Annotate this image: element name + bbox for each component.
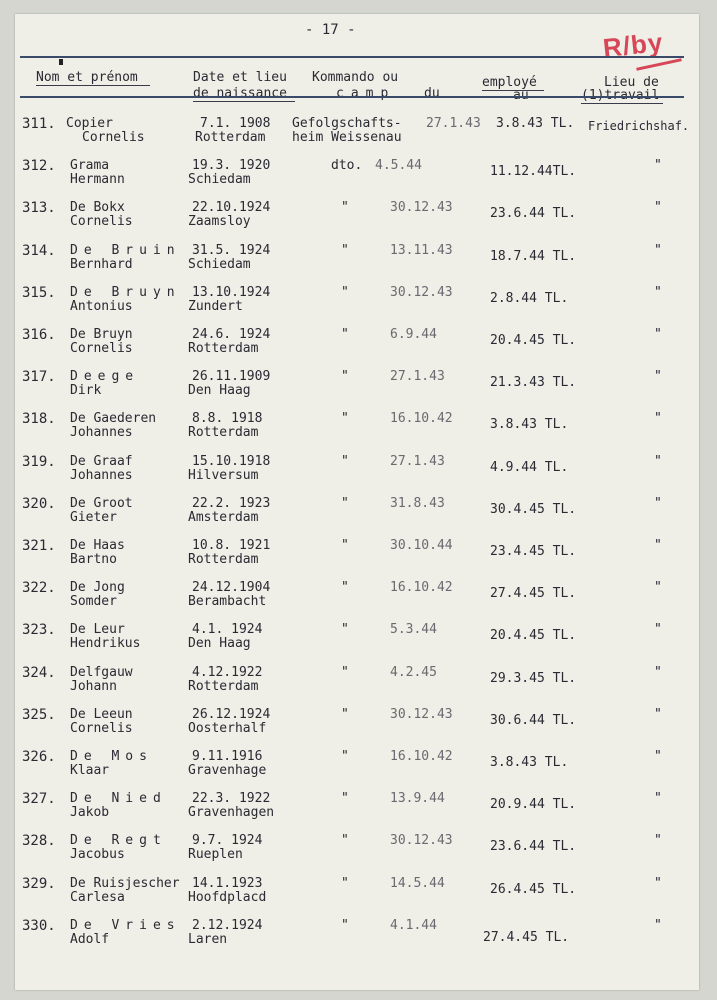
record-row [0, 708, 717, 750]
record-birth-date: 10.8. 1921 [192, 538, 271, 553]
record-last-name: De Bruin [70, 243, 181, 258]
record-from-date: 6.9.44 [390, 327, 437, 342]
record-camp: " [341, 369, 349, 384]
record-from-date: 31.8.43 [390, 496, 445, 511]
record-last-name: De Bruyn [70, 327, 133, 342]
record-from-date: 16.10.42 [390, 749, 453, 764]
header-date-line2: de naissance [193, 86, 287, 101]
record-last-name: De Bruyn [70, 285, 181, 300]
record-row [0, 877, 717, 919]
record-row [0, 581, 717, 623]
record-workplace: " [654, 327, 662, 342]
record-row [0, 370, 717, 412]
record-workplace: " [654, 749, 662, 764]
record-last-name: De Regt [70, 833, 167, 848]
record-last-name: De Leur [70, 622, 125, 637]
record-workplace: " [654, 622, 662, 637]
record-to-date: 23.6.44 TL. [490, 206, 577, 221]
record-to-date: 2.8.44 TL. [490, 291, 569, 306]
record-birth-place: Schiedam [188, 172, 251, 187]
record-from-date: 14.5.44 [390, 876, 445, 891]
record-from-date: 30.12.43 [390, 200, 453, 215]
record-workplace: " [654, 580, 662, 595]
record-birth-date: 7.1. 1908 [200, 116, 271, 131]
record-workplace: " [654, 707, 662, 722]
record-row [0, 750, 717, 792]
record-birth-place: Rotterdam [188, 425, 259, 440]
record-workplace: " [654, 833, 662, 848]
record-number: 325. [22, 707, 56, 723]
record-workplace: " [654, 285, 662, 300]
header-employe: employé [482, 75, 537, 90]
record-birth-place: Rotterdam [188, 679, 259, 694]
record-first-name: Bartno [70, 552, 117, 567]
record-to-date: 20.9.44 TL. [490, 797, 577, 812]
record-first-name: Hermann [70, 172, 125, 187]
record-to-date: 30.6.44 TL. [490, 713, 577, 728]
record-last-name: Grama [70, 158, 110, 173]
record-first-name: Cornelis [82, 130, 145, 145]
record-row [0, 117, 717, 159]
record-to-date: 27.4.45 TL. [490, 586, 577, 601]
record-number: 322. [22, 580, 56, 596]
record-last-name: De Gaederen [70, 411, 157, 426]
record-number: 323. [22, 622, 56, 638]
record-last-name: De Groot [70, 496, 133, 511]
record-birth-place: Amsterdam [188, 510, 259, 525]
header-au: au [513, 88, 529, 103]
record-birth-place: Oosterhalf [188, 721, 267, 736]
record-to-date: 27.4.45 TL. [483, 930, 570, 945]
record-number: 324. [22, 665, 56, 681]
record-camp: Gefolgschafts- [292, 116, 402, 131]
record-last-name: De Ruisjescher [70, 876, 180, 891]
record-first-name: Carlesa [70, 890, 125, 905]
record-last-name: De Mos [70, 749, 153, 764]
header-date-line1: Date et lieu [193, 70, 287, 85]
record-from-date: 13.11.43 [390, 243, 453, 258]
record-from-date: 4.1.44 [390, 918, 437, 933]
record-to-date: 29.3.45 TL. [490, 671, 577, 686]
record-from-date: 30.10.44 [390, 538, 453, 553]
record-birth-date: 9.11.1916 [192, 749, 263, 764]
header-lieu-underline [581, 103, 663, 104]
record-from-date: 4.5.44 [375, 158, 422, 173]
record-row [0, 455, 717, 497]
record-first-name: Johannes [70, 468, 133, 483]
header-lieu-line1: Lieu de [604, 75, 659, 90]
record-birth-place: Laren [188, 932, 228, 947]
record-number: 317. [22, 369, 56, 385]
header-lieu-line2: (1)travail [581, 88, 660, 103]
record-last-name: Delfgauw [70, 665, 133, 680]
record-number: 328. [22, 833, 56, 849]
record-first-name: Johann [70, 679, 117, 694]
record-workplace: " [654, 454, 662, 469]
record-row [0, 412, 717, 454]
record-birth-place: Zundert [188, 299, 243, 314]
record-last-name: De Nied [70, 791, 167, 806]
record-workplace: " [654, 538, 662, 553]
record-first-name: Johannes [70, 425, 133, 440]
record-to-date: 3.8.43 TL. [496, 116, 575, 131]
record-number: 319. [22, 454, 56, 470]
record-birth-date: 31.5. 1924 [192, 243, 271, 258]
record-first-name: Bernhard [70, 257, 133, 272]
record-camp: dto. [331, 158, 363, 173]
record-first-name: Cornelis [70, 721, 133, 736]
record-row [0, 792, 717, 834]
record-number: 313. [22, 200, 56, 216]
record-first-name: Cornelis [70, 341, 133, 356]
record-birth-date: 14.1.1923 [192, 876, 263, 891]
record-row [0, 201, 717, 243]
header-kommando: Kommando ou [312, 70, 399, 85]
record-birth-place: Rotterdam [195, 130, 266, 145]
record-birth-date: 15.10.1918 [192, 454, 271, 469]
record-number: 312. [22, 158, 56, 174]
record-to-date: 26.4.45 TL. [490, 882, 577, 897]
record-from-date: 5.3.44 [390, 622, 437, 637]
header-name-underline [36, 85, 150, 86]
record-birth-date: 24.6. 1924 [192, 327, 271, 342]
record-camp: " [341, 918, 349, 933]
record-birth-place: Rotterdam [188, 552, 259, 567]
record-first-name: Dirk [70, 383, 102, 398]
record-from-date: 4.2.45 [390, 665, 437, 680]
record-to-date: 23.6.44 TL. [490, 839, 577, 854]
record-row [0, 623, 717, 665]
record-number: 327. [22, 791, 56, 807]
record-camp: " [341, 243, 349, 258]
header-camp: camp [336, 86, 396, 101]
record-from-date: 30.12.43 [390, 285, 453, 300]
record-from-date: 16.10.42 [390, 411, 453, 426]
record-to-date: 11.12.44TL. [490, 164, 577, 179]
record-workplace: " [654, 791, 662, 806]
record-birth-place: Hoofdplacd [188, 890, 267, 905]
record-camp: " [341, 707, 349, 722]
record-camp: " [341, 791, 349, 806]
record-workplace: " [654, 200, 662, 215]
record-first-name: Cornelis [70, 214, 133, 229]
record-birth-place: Gravenhagen [188, 805, 275, 820]
record-from-date: 27.1.43 [426, 116, 481, 131]
record-camp-line2: heim Weissenau [292, 130, 402, 145]
record-workplace: " [654, 158, 662, 173]
record-number: 314. [22, 243, 56, 259]
record-from-date: 27.1.43 [390, 454, 445, 469]
record-row [0, 919, 717, 961]
record-camp: " [341, 454, 349, 469]
record-birth-place: Gravenhage [188, 763, 267, 778]
record-birth-date: 19.3. 1920 [192, 158, 271, 173]
record-row [0, 666, 717, 708]
record-birth-place: Hilversum [188, 468, 259, 483]
record-first-name: Somder [70, 594, 117, 609]
record-to-date: 3.8.43 TL. [490, 417, 569, 432]
record-camp: " [341, 580, 349, 595]
record-birth-date: 26.11.1909 [192, 369, 271, 384]
record-workplace: " [654, 918, 662, 933]
record-workplace: Friedrichshaf. [588, 119, 690, 133]
record-row [0, 328, 717, 370]
record-birth-date: 8.8. 1918 [192, 411, 263, 426]
record-last-name: De Jong [70, 580, 125, 595]
record-first-name: Antonius [70, 299, 133, 314]
record-number: 311. [22, 116, 56, 132]
record-birth-date: 9.7. 1924 [192, 833, 263, 848]
record-row [0, 497, 717, 539]
record-workplace: " [654, 665, 662, 680]
record-birth-place: Rotterdam [188, 341, 259, 356]
record-birth-date: 24.12.1904 [192, 580, 271, 595]
record-number: 329. [22, 876, 56, 892]
record-birth-date: 13.10.1924 [192, 285, 271, 300]
record-to-date: 30.4.45 TL. [490, 502, 577, 517]
record-first-name: Jacobus [70, 847, 125, 862]
record-birth-place: Den Haag [188, 636, 251, 651]
record-birth-date: 4.12.1922 [192, 665, 263, 680]
record-number: 320. [22, 496, 56, 512]
record-camp: " [341, 665, 349, 680]
ink-mark [59, 59, 63, 65]
header-top-rule [20, 56, 684, 58]
record-birth-place: Rueplen [188, 847, 243, 862]
record-last-name: De Vries [70, 918, 181, 933]
record-last-name: De Graaf [70, 454, 133, 469]
record-row [0, 286, 717, 328]
record-last-name: Deege [70, 369, 140, 384]
header-bottom-rule [20, 96, 684, 98]
stamp-initials: R/by [601, 26, 665, 64]
record-camp: " [341, 833, 349, 848]
record-camp: " [341, 200, 349, 215]
record-first-name: Adolf [70, 932, 110, 947]
record-birth-date: 26.12.1924 [192, 707, 271, 722]
record-birth-place: Den Haag [188, 383, 251, 398]
record-first-name: Klaar [70, 763, 110, 778]
record-birth-place: Schiedam [188, 257, 251, 272]
record-to-date: 21.3.43 TL. [490, 375, 577, 390]
record-to-date: 20.4.45 TL. [490, 628, 577, 643]
record-first-name: Gieter [70, 510, 117, 525]
record-camp: " [341, 285, 349, 300]
record-from-date: 30.12.43 [390, 833, 453, 848]
record-first-name: Hendrikus [70, 636, 141, 651]
record-camp: " [341, 622, 349, 637]
record-from-date: 13.9.44 [390, 791, 445, 806]
record-workplace: " [654, 369, 662, 384]
record-row [0, 244, 717, 286]
record-birth-date: 2.12.1924 [192, 918, 263, 933]
record-number: 315. [22, 285, 56, 301]
record-camp: " [341, 496, 349, 511]
record-last-name: De Bokx [70, 200, 125, 215]
header-date-underline [193, 101, 295, 102]
record-camp: " [341, 327, 349, 342]
record-birth-place: Zaamsloy [188, 214, 251, 229]
header-name: Nom et prénom [36, 70, 138, 85]
record-from-date: 30.12.43 [390, 707, 453, 722]
record-birth-date: 4.1. 1924 [192, 622, 263, 637]
record-birth-place: Berambacht [188, 594, 267, 609]
header-du: du [424, 86, 440, 101]
record-last-name: De Haas [70, 538, 125, 553]
record-row [0, 159, 717, 201]
record-number: 321. [22, 538, 56, 554]
record-birth-date: 22.10.1924 [192, 200, 271, 215]
record-row [0, 539, 717, 581]
record-to-date: 18.7.44 TL. [490, 249, 577, 264]
record-workplace: " [654, 243, 662, 258]
record-number: 316. [22, 327, 56, 343]
record-last-name: De Leeun [70, 707, 133, 722]
record-birth-date: 22.3. 1922 [192, 791, 271, 806]
record-birth-date: 22.2. 1923 [192, 496, 271, 511]
record-workplace: " [654, 411, 662, 426]
record-to-date: 3.8.43 TL. [490, 755, 569, 770]
record-row [0, 834, 717, 876]
record-workplace: " [654, 876, 662, 891]
record-number: 330. [22, 918, 56, 934]
record-number: 318. [22, 411, 56, 427]
record-from-date: 27.1.43 [390, 369, 445, 384]
record-camp: " [341, 876, 349, 891]
page-number: - 17 - [305, 22, 356, 38]
record-number: 326. [22, 749, 56, 765]
record-last-name: Copier [66, 116, 113, 131]
record-to-date: 4.9.44 TL. [490, 460, 569, 475]
record-first-name: Jakob [70, 805, 110, 820]
record-to-date: 20.4.45 TL. [490, 333, 577, 348]
record-camp: " [341, 749, 349, 764]
record-to-date: 23.4.45 TL. [490, 544, 577, 559]
record-camp: " [341, 538, 349, 553]
record-camp: " [341, 411, 349, 426]
record-from-date: 16.10.42 [390, 580, 453, 595]
record-workplace: " [654, 496, 662, 511]
